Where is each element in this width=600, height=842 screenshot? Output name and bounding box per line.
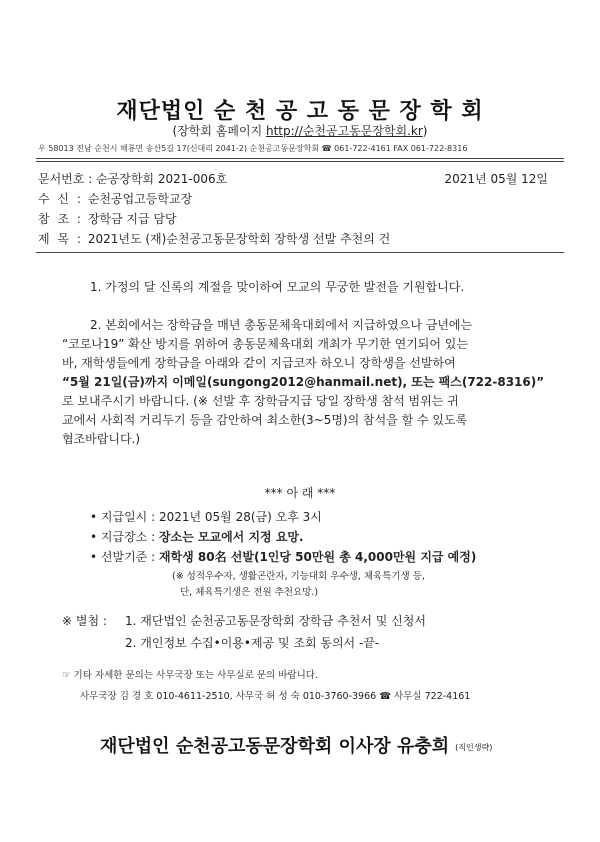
- payment-date-row: [90, 508, 322, 525]
- paragraph-2-line-4: “5월 21일(금)까지 이메일(sungong2012@hanmail.net), 또는 팩스(722-8316)”: [62, 375, 545, 389]
- signature: [100, 732, 492, 758]
- doc-number-row: [38, 170, 227, 187]
- subject-label: 제 목 :: [38, 232, 83, 246]
- recipient-label: 수 신 :: [38, 192, 83, 206]
- org-title: 재단법인 순 천 공 고 동 문 장 학 회: [116, 99, 484, 124]
- subject: 2021년도 (재)순천공고동문장학회 장학생 선발 추천의 건: [87, 232, 391, 246]
- reference-label: 참 조 :: [38, 212, 83, 226]
- homepage-prefix: (장학회 홈페이지: [172, 124, 266, 138]
- org-address: 우 58013 전남 순천시 해룡면 송산5길 17(신대리 2041-2) 순천공고동문장학회 ☎ 061-722-4161 FAX 061-722-8316: [38, 144, 468, 153]
- attachment-2: 2. 개인정보 수집•이용•제공 및 조회 동의서 -끝-: [125, 636, 380, 650]
- selection-criteria-label: • 선발기준 :: [90, 550, 156, 564]
- attachment-1: 1. 재단법인 순천공고동문장학회 장학금 추천서 및 신청서: [125, 614, 426, 628]
- header-divider-double: [36, 161, 564, 162]
- contact-notice: ☞ 기타 자세한 문의는 사무국장 또는 사무실로 문의 바랍니다.: [62, 670, 318, 681]
- payment-date-label: • 지급일시 :: [90, 510, 156, 524]
- homepage-line: [0, 122, 600, 139]
- homepage-link[interactable]: http://순천공고동문장학회.kr: [265, 124, 423, 138]
- signature-text: 재단법인 순천공고동문장학회 이사장 유충희: [100, 736, 450, 757]
- selection-criteria-row: [90, 548, 476, 565]
- subject-row: [38, 230, 390, 247]
- homepage-suffix: ): [422, 124, 428, 138]
- paragraph-2-line-2: “코로나19” 확산 방지를 위하여 총동문체육대회 개최가 무기한 연기되어 있는: [62, 337, 468, 351]
- seal-omitted: (직인생략): [455, 742, 493, 752]
- contact-details: 사무국장 김 경 호 010-4611-2510, 사무국 허 성 숙 010-3760-3966 ☎ 사무실 722-4161: [80, 691, 471, 702]
- section-heading: *** 아 래 ***: [264, 486, 336, 500]
- doc-number-label: 문서번호 :: [38, 172, 93, 186]
- doc-number: 순공장학회 2021-006호: [96, 172, 228, 186]
- payment-place: 장소는 모교에서 지정 요망.: [158, 530, 304, 544]
- reference: 장학금 지급 담당: [87, 212, 177, 226]
- payment-place-label: • 지급장소 :: [90, 530, 156, 544]
- payment-place-row: [90, 528, 304, 545]
- criteria-note-1: (※ 성적우수자, 생활곤란자, 기능대회 우수생, 체육특기생 등,: [172, 571, 425, 582]
- recipient-row: [38, 190, 192, 207]
- paragraph-1: 1. 가정의 달 신록의 계절을 맞이하여 모교의 무궁한 발전을 기원합니다.: [90, 280, 465, 294]
- meta-divider: [36, 252, 564, 253]
- recipient: 순천공업고등학교장: [87, 192, 193, 206]
- criteria-note-2: 단, 체육특기생은 전원 추천요망.): [180, 587, 319, 598]
- header-divider: [36, 158, 564, 159]
- selection-criteria: 재학생 80名 선발(1인당 50만원 총 4,000만원 지급 예정): [158, 550, 477, 564]
- attachments-label: ※ 별첨 :: [62, 614, 107, 628]
- paragraph-2-line-7: 협조바랍니다.): [62, 432, 141, 446]
- paragraph-2-line-1: 2. 본회에서는 장학금을 매년 총동문체육대회에서 지급하였으나 금년에는: [90, 318, 473, 332]
- paragraph-2-line-6: 교에서 사회적 거리두기 등을 감안하여 최소한(3~5명)의 참석을 할 수 있도록: [62, 413, 468, 427]
- payment-date: 2021년 05월 28(금) 오후 3시: [158, 510, 322, 524]
- paragraph-2-line-3: 바, 재학생들에게 장학금을 아래와 같이 지급코자 하오니 장학생을 선발하여: [62, 356, 456, 370]
- paragraph-2-line-5: 로 보내주시기 바랍니다. (※ 선발 후 장학금지급 당일 장학생 참석 범위는 귀: [62, 394, 459, 408]
- doc-date: 2021년 05월 12일: [444, 172, 548, 186]
- reference-row: [38, 210, 177, 227]
